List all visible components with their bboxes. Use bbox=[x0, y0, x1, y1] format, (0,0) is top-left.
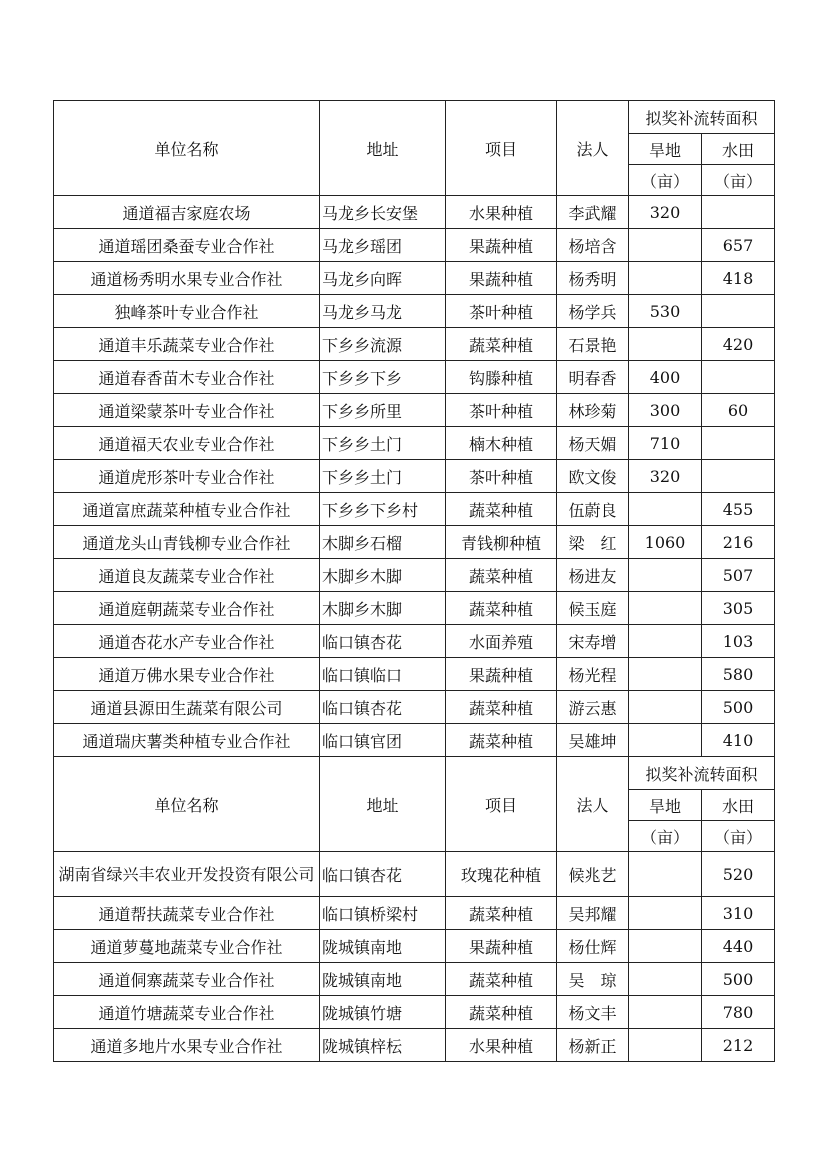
table-row bbox=[54, 625, 775, 658]
cell-dry-land bbox=[629, 658, 702, 691]
cell-dry-land bbox=[629, 592, 702, 625]
cell-legal-person: 杨文丰 bbox=[557, 996, 629, 1029]
cell-legal-person: 杨培含 bbox=[557, 229, 629, 262]
table-row bbox=[54, 592, 775, 625]
table-row bbox=[54, 493, 775, 526]
cell-project: 水面养殖 bbox=[446, 625, 557, 658]
cell-project: 玫瑰花种植 bbox=[446, 852, 557, 897]
header-unit-name: 单位名称 bbox=[54, 757, 320, 852]
header-area-group: 拟奖补流转面积 bbox=[629, 757, 775, 790]
cell-address: 下乡乡土门 bbox=[320, 460, 446, 493]
table-row bbox=[54, 963, 775, 996]
cell-unit-name: 通道龙头山青钱柳专业合作社 bbox=[54, 526, 320, 559]
header-address: 地址 bbox=[320, 101, 446, 196]
cell-address: 下乡乡土门 bbox=[320, 427, 446, 460]
cell-address: 临口镇桥梁村 bbox=[320, 897, 446, 930]
header-project: 项目 bbox=[446, 101, 557, 196]
cell-dry-land: 400 bbox=[629, 361, 702, 394]
cell-unit-name: 通道帮扶蔬菜专业合作社 bbox=[54, 897, 320, 930]
cell-unit-name bbox=[54, 852, 320, 897]
cell-address: 临口镇杏花 bbox=[320, 691, 446, 724]
table-row bbox=[54, 930, 775, 963]
header-dry-land: 旱地 bbox=[629, 134, 702, 165]
cell-paddy: 410 bbox=[702, 724, 775, 757]
cell-address: 临口镇官团 bbox=[320, 724, 446, 757]
cell-dry-land bbox=[629, 328, 702, 361]
cell-legal-person: 吴雄坤 bbox=[557, 724, 629, 757]
cell-address: 下乡乡流源 bbox=[320, 328, 446, 361]
cell-paddy bbox=[702, 295, 775, 328]
cell-dry-land bbox=[629, 996, 702, 1029]
cell-unit-name: 通道萝蔓地蔬菜专业合作社 bbox=[54, 930, 320, 963]
cell-dry-land: 300 bbox=[629, 394, 702, 427]
table-row bbox=[54, 996, 775, 1029]
cell-paddy: 507 bbox=[702, 559, 775, 592]
cell-legal-person: 候兆艺 bbox=[557, 852, 629, 897]
cell-legal-person: 明春香 bbox=[557, 361, 629, 394]
cell-legal-person: 李武耀 bbox=[557, 196, 629, 229]
cell-paddy bbox=[702, 196, 775, 229]
cell-unit-name: 通道福天农业专业合作社 bbox=[54, 427, 320, 460]
cell-address: 下乡乡下乡 bbox=[320, 361, 446, 394]
cell-address: 马龙乡马龙 bbox=[320, 295, 446, 328]
cell-legal-person: 杨光程 bbox=[557, 658, 629, 691]
cell-dry-land: 320 bbox=[629, 460, 702, 493]
cell-project: 蔬菜种植 bbox=[446, 963, 557, 996]
cell-paddy: 212 bbox=[702, 1029, 775, 1062]
cell-address: 下乡乡下乡村 bbox=[320, 493, 446, 526]
cell-project: 钩滕种植 bbox=[446, 361, 557, 394]
cell-dry-land bbox=[629, 229, 702, 262]
cell-address: 马龙乡瑶团 bbox=[320, 229, 446, 262]
cell-dry-land bbox=[629, 1029, 702, 1062]
cell-dry-land: 320 bbox=[629, 196, 702, 229]
cell-paddy: 216 bbox=[702, 526, 775, 559]
cell-unit-name: 通道瑞庆薯类种植专业合作社 bbox=[54, 724, 320, 757]
cell-address: 陇城镇南地 bbox=[320, 930, 446, 963]
table-row bbox=[54, 229, 775, 262]
header-project: 项目 bbox=[446, 757, 557, 852]
cell-legal-person: 梁 红 bbox=[557, 526, 629, 559]
cell-address: 马龙乡向晖 bbox=[320, 262, 446, 295]
cell-unit-name: 通道梁蒙茶叶专业合作社 bbox=[54, 394, 320, 427]
cell-legal-person: 游云惠 bbox=[557, 691, 629, 724]
cell-paddy bbox=[702, 361, 775, 394]
table-row bbox=[54, 262, 775, 295]
cell-unit-name-text: 湖南省绿兴丰农业开发投资有限公司 bbox=[58, 864, 315, 884]
cell-dry-land bbox=[629, 559, 702, 592]
cell-unit-name: 通道虎形茶叶专业合作社 bbox=[54, 460, 320, 493]
table-row bbox=[54, 295, 775, 328]
cell-unit-name: 通道万佛水果专业合作社 bbox=[54, 658, 320, 691]
cell-paddy: 60 bbox=[702, 394, 775, 427]
cell-dry-land bbox=[629, 724, 702, 757]
cell-paddy: 580 bbox=[702, 658, 775, 691]
cell-project: 蔬菜种植 bbox=[446, 559, 557, 592]
cell-paddy: 500 bbox=[702, 691, 775, 724]
header-unit-name: 单位名称 bbox=[54, 101, 320, 196]
header-paddy: 水田 bbox=[702, 790, 775, 821]
table-row bbox=[54, 724, 775, 757]
cell-address: 木脚乡木脚 bbox=[320, 559, 446, 592]
cell-unit-name: 通道侗寨蔬菜专业合作社 bbox=[54, 963, 320, 996]
cell-project: 水果种植 bbox=[446, 1029, 557, 1062]
cell-address: 陇城镇梓枟 bbox=[320, 1029, 446, 1062]
cell-dry-land bbox=[629, 691, 702, 724]
table-row bbox=[54, 1029, 775, 1062]
table-row bbox=[54, 559, 775, 592]
cell-paddy: 310 bbox=[702, 897, 775, 930]
cell-unit-name: 通道福吉家庭农场 bbox=[54, 196, 320, 229]
cell-legal-person: 杨秀明 bbox=[557, 262, 629, 295]
cell-address: 陇城镇竹塘 bbox=[320, 996, 446, 1029]
cell-project: 蔬菜种植 bbox=[446, 897, 557, 930]
table-row bbox=[54, 394, 775, 427]
cell-legal-person: 宋寿增 bbox=[557, 625, 629, 658]
cell-legal-person: 杨天媚 bbox=[557, 427, 629, 460]
cell-unit-name: 通道春香苗木专业合作社 bbox=[54, 361, 320, 394]
cell-legal-person: 杨学兵 bbox=[557, 295, 629, 328]
cell-paddy: 780 bbox=[702, 996, 775, 1029]
cell-legal-person: 伍蔚良 bbox=[557, 493, 629, 526]
table-row bbox=[54, 196, 775, 229]
cell-dry-land bbox=[629, 493, 702, 526]
cell-legal-person: 林珍菊 bbox=[557, 394, 629, 427]
cell-unit-name: 通道瑶团桑蚕专业合作社 bbox=[54, 229, 320, 262]
cell-dry-land: 530 bbox=[629, 295, 702, 328]
cell-paddy: 103 bbox=[702, 625, 775, 658]
cell-dry-land: 710 bbox=[629, 427, 702, 460]
table-row bbox=[54, 852, 775, 897]
cell-legal-person: 吴 琼 bbox=[557, 963, 629, 996]
cell-address: 马龙乡长安堡 bbox=[320, 196, 446, 229]
cell-unit-name: 通道杏花水产专业合作社 bbox=[54, 625, 320, 658]
table-row bbox=[54, 897, 775, 930]
cell-dry-land bbox=[629, 852, 702, 897]
cell-paddy: 305 bbox=[702, 592, 775, 625]
cell-project: 茶叶种植 bbox=[446, 394, 557, 427]
table-row bbox=[54, 427, 775, 460]
header-address: 地址 bbox=[320, 757, 446, 852]
cell-project: 青钱柳种植 bbox=[446, 526, 557, 559]
cell-project: 蔬菜种植 bbox=[446, 328, 557, 361]
header-legal-person: 法人 bbox=[557, 101, 629, 196]
header-unit-mu: （亩） bbox=[702, 165, 775, 196]
cell-unit-name: 通道多地片水果专业合作社 bbox=[54, 1029, 320, 1062]
cell-dry-land bbox=[629, 963, 702, 996]
cell-project: 蔬菜种植 bbox=[446, 724, 557, 757]
table-row bbox=[54, 658, 775, 691]
cell-paddy: 500 bbox=[702, 963, 775, 996]
header-row bbox=[54, 757, 775, 790]
cell-project: 蔬菜种植 bbox=[446, 691, 557, 724]
cell-paddy bbox=[702, 427, 775, 460]
header-unit-mu: （亩） bbox=[702, 821, 775, 852]
cell-dry-land: 1060 bbox=[629, 526, 702, 559]
cell-project: 果蔬种植 bbox=[446, 229, 557, 262]
cell-unit-name: 通道富庶蔬菜种植专业合作社 bbox=[54, 493, 320, 526]
table-row bbox=[54, 361, 775, 394]
cell-paddy: 420 bbox=[702, 328, 775, 361]
subsidy-table bbox=[53, 100, 775, 1062]
cell-unit-name: 通道丰乐蔬菜专业合作社 bbox=[54, 328, 320, 361]
cell-paddy: 418 bbox=[702, 262, 775, 295]
cell-dry-land bbox=[629, 262, 702, 295]
cell-project: 茶叶种植 bbox=[446, 460, 557, 493]
cell-paddy: 440 bbox=[702, 930, 775, 963]
cell-project: 果蔬种植 bbox=[446, 658, 557, 691]
cell-unit-name: 通道杨秀明水果专业合作社 bbox=[54, 262, 320, 295]
cell-legal-person: 杨仕辉 bbox=[557, 930, 629, 963]
cell-unit-name: 通道竹塘蔬菜专业合作社 bbox=[54, 996, 320, 1029]
cell-project: 蔬菜种植 bbox=[446, 996, 557, 1029]
cell-dry-land bbox=[629, 625, 702, 658]
cell-paddy: 455 bbox=[702, 493, 775, 526]
cell-legal-person: 候玉庭 bbox=[557, 592, 629, 625]
cell-legal-person: 欧文俊 bbox=[557, 460, 629, 493]
cell-address: 下乡乡所里 bbox=[320, 394, 446, 427]
cell-address: 临口镇杏花 bbox=[320, 852, 446, 897]
table-body bbox=[54, 101, 775, 1062]
cell-address: 临口镇杏花 bbox=[320, 625, 446, 658]
cell-address: 木脚乡木脚 bbox=[320, 592, 446, 625]
cell-unit-name: 通道县源田生蔬菜有限公司 bbox=[54, 691, 320, 724]
cell-project: 蔬菜种植 bbox=[446, 592, 557, 625]
header-area-group: 拟奖补流转面积 bbox=[629, 101, 775, 134]
cell-project: 果蔬种植 bbox=[446, 930, 557, 963]
table-row bbox=[54, 328, 775, 361]
cell-dry-land bbox=[629, 930, 702, 963]
cell-project: 蔬菜种植 bbox=[446, 493, 557, 526]
table-row bbox=[54, 526, 775, 559]
cell-unit-name: 通道良友蔬菜专业合作社 bbox=[54, 559, 320, 592]
table-row bbox=[54, 460, 775, 493]
header-paddy: 水田 bbox=[702, 134, 775, 165]
cell-unit-name: 独峰茶叶专业合作社 bbox=[54, 295, 320, 328]
header-legal-person: 法人 bbox=[557, 757, 629, 852]
cell-legal-person: 杨进友 bbox=[557, 559, 629, 592]
cell-project: 果蔬种植 bbox=[446, 262, 557, 295]
cell-project: 水果种植 bbox=[446, 196, 557, 229]
cell-project: 楠木种植 bbox=[446, 427, 557, 460]
header-dry-land: 旱地 bbox=[629, 790, 702, 821]
cell-address: 木脚乡石榴 bbox=[320, 526, 446, 559]
cell-legal-person: 石景艳 bbox=[557, 328, 629, 361]
cell-unit-name: 通道庭朝蔬菜专业合作社 bbox=[54, 592, 320, 625]
cell-legal-person: 杨新正 bbox=[557, 1029, 629, 1062]
table-row bbox=[54, 691, 775, 724]
cell-paddy: 520 bbox=[702, 852, 775, 897]
cell-paddy bbox=[702, 460, 775, 493]
cell-address: 临口镇临口 bbox=[320, 658, 446, 691]
header-row bbox=[54, 101, 775, 134]
cell-paddy: 657 bbox=[702, 229, 775, 262]
cell-dry-land bbox=[629, 897, 702, 930]
cell-project: 茶叶种植 bbox=[446, 295, 557, 328]
cell-address: 陇城镇南地 bbox=[320, 963, 446, 996]
header-unit-mu: （亩） bbox=[629, 821, 702, 852]
cell-legal-person: 吴邦耀 bbox=[557, 897, 629, 930]
header-unit-mu: （亩） bbox=[629, 165, 702, 196]
